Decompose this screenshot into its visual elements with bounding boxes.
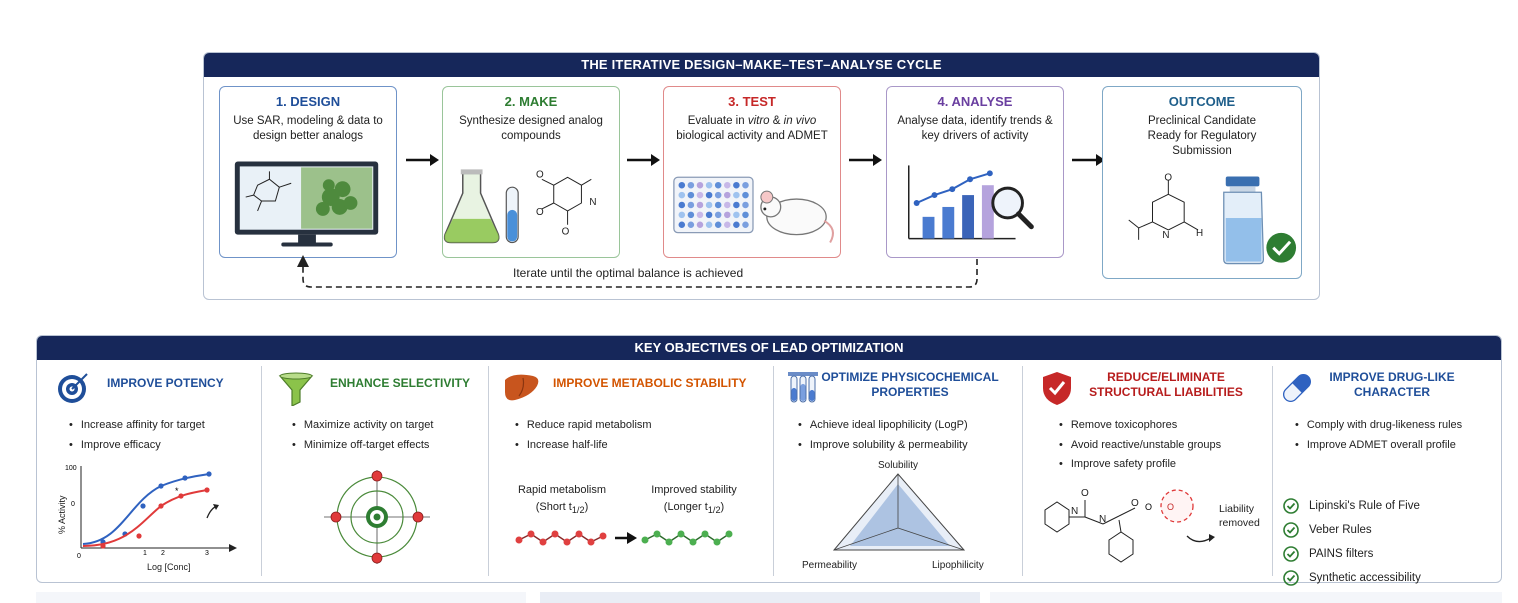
svg-text:O: O <box>1167 502 1175 512</box>
svg-text:O: O <box>1164 172 1173 184</box>
well <box>733 212 740 219</box>
monitor-icon <box>220 155 396 251</box>
svg-text:O: O <box>535 206 544 218</box>
list-item: • Remove toxicophores <box>1059 416 1221 436</box>
objective-potency-title: IMPROVE POTENCY <box>107 376 224 390</box>
objective-potency <box>37 366 262 576</box>
chart-y-label: % Activity <box>57 495 67 534</box>
list-item: • Increase affinity for target <box>69 416 205 436</box>
checklist-item: Synthetic accessibility <box>1283 566 1421 590</box>
chart-x-tick: 1 <box>143 550 147 557</box>
svg-text:N: N <box>589 196 597 208</box>
well <box>697 212 704 219</box>
well <box>742 202 749 209</box>
chart-marker: * <box>175 486 179 496</box>
well <box>724 192 731 199</box>
vial-check-icon <box>1103 172 1301 268</box>
chart-x-zero: 0 <box>77 553 81 560</box>
dmta-cycle-panel <box>203 52 1320 300</box>
objective-selectivity-bullets <box>292 416 433 455</box>
well <box>742 182 749 189</box>
well <box>706 192 713 199</box>
target-icon <box>57 370 91 404</box>
check-circle-icon <box>1283 570 1299 586</box>
stage-design-text: Use SAR, modeling & data to design better analogs <box>233 115 383 142</box>
objective-physicochemical-title: OPTIMIZE PHYSICOCHEMICAL PROPERTIES <box>821 370 999 399</box>
list-item: • Maximize activity on target <box>292 416 433 436</box>
well <box>733 192 740 199</box>
objective-druglike <box>1273 366 1501 584</box>
well <box>742 212 749 219</box>
stage-outcome-title: OUTCOME <box>1168 94 1236 109</box>
check-circle-icon <box>1283 522 1299 538</box>
list-item: • Improve ADMET overall profile <box>1295 436 1462 456</box>
objective-liabilities <box>1023 366 1273 576</box>
well <box>697 182 704 189</box>
analysis-chart-icon <box>887 155 1063 251</box>
check-circle-icon <box>1283 546 1299 562</box>
shield-icon <box>1041 370 1073 406</box>
flask-icon <box>443 155 619 251</box>
stage-make-title: 2. MAKE <box>504 94 558 109</box>
well <box>706 202 713 209</box>
well <box>706 182 713 189</box>
well <box>697 192 704 199</box>
well <box>688 202 695 209</box>
stage-analyse <box>886 86 1064 258</box>
well <box>724 182 731 189</box>
well <box>706 212 713 219</box>
improved-stability-label: Improved stability (Longer $t_{1/2}$) <box>639 482 749 519</box>
well <box>697 202 704 209</box>
well-plate-mouse-icon <box>664 155 840 251</box>
dose-response-chart <box>51 462 251 574</box>
stage-make-text: Synthesize designed analog compounds <box>459 115 603 142</box>
cycle-title: THE ITERATIVE DESIGN–MAKE–TEST–ANALYSE CYCLE <box>204 53 1319 77</box>
well <box>715 192 722 199</box>
test-tubes-icon <box>786 370 820 406</box>
objective-metabolic <box>489 366 774 576</box>
liver-icon <box>503 372 541 402</box>
objective-liabilities-bullets <box>1059 416 1221 475</box>
list-item: • Avoid reactive/unstable groups <box>1059 436 1221 456</box>
chart-x-label: Log [Conc] <box>147 562 191 572</box>
objective-liabilities-title: REDUCE/ELIMINATE STRUCTURAL LIABILITIES <box>1089 370 1243 399</box>
well <box>688 192 695 199</box>
svg-text:O: O <box>1131 498 1139 509</box>
radar-permeability-label: Permeability <box>802 560 858 571</box>
svg-text:O: O <box>561 226 570 238</box>
iterate-text: Iterate until the optimal balance is achieved <box>509 266 747 280</box>
objective-selectivity <box>262 366 489 576</box>
checklist-item: Veber Rules <box>1283 518 1421 542</box>
objective-potency-bullets <box>69 416 205 455</box>
objective-druglike-bullets <box>1295 416 1462 455</box>
property-radar-chart <box>794 458 1004 576</box>
arrow-right-icon <box>625 153 661 167</box>
longer-half-life-label: (Longer $t_{1/2}$) <box>663 501 725 516</box>
liability-label-2: removed <box>1219 517 1260 529</box>
partial-panel <box>990 592 1502 603</box>
stage-analyse-title: 4. ANALYSE <box>937 94 1013 109</box>
well <box>679 202 686 209</box>
objective-druglike-title: IMPROVE DRUG-LIKE CHARACTER <box>1329 370 1455 399</box>
svg-text:N: N <box>1162 229 1170 241</box>
stage-outcome-text: Preclinical Candidate Ready for Regulatory Submission <box>1147 115 1257 157</box>
stage-design <box>219 86 397 258</box>
short-half-life-label: (Short $t_{1/2}$) <box>535 501 589 516</box>
radar-lipophilicity-label: Lipophilicity <box>932 560 984 571</box>
list-item: • Increase half-life <box>515 436 652 456</box>
liability-molecule-icon <box>1037 480 1267 576</box>
objectives-panel <box>36 335 1502 583</box>
funnel-icon <box>278 370 314 406</box>
rapid-metabolism-label: Rapid metabolism (Short $t_{1/2}$) <box>507 482 617 519</box>
arrow-right-icon <box>1070 153 1106 167</box>
arrow-right-icon <box>404 153 440 167</box>
well <box>688 221 695 228</box>
well <box>733 182 740 189</box>
list-item: • Improve solubility & permeability <box>798 436 968 456</box>
checklist-item: Lipinski's Rule of Five <box>1283 494 1421 518</box>
capsule-icon <box>1277 370 1317 406</box>
chart-y-mid: 0 <box>71 501 75 508</box>
objective-selectivity-title: ENHANCE SELECTIVITY <box>330 376 471 390</box>
svg-text:O: O <box>1145 502 1153 512</box>
partial-panel <box>540 592 980 603</box>
well <box>688 182 695 189</box>
well <box>679 182 686 189</box>
objective-physicochemical <box>774 366 1023 576</box>
well <box>715 221 722 228</box>
well <box>742 192 749 199</box>
radar-solubility-label: Solubility <box>878 460 919 471</box>
well <box>715 182 722 189</box>
objective-metabolic-bullets <box>515 416 652 455</box>
list-item: • Minimize off-target effects <box>292 436 433 456</box>
stage-test-title: 3. TEST <box>728 94 776 109</box>
well <box>688 212 695 219</box>
objective-metabolic-title: IMPROVE METABOLIC STABILITY <box>553 376 747 390</box>
stage-test-text: Evaluate in vitro & in vivo biological activity and ADMET <box>676 115 828 142</box>
chart-x-tick: 2 <box>161 550 165 557</box>
well <box>679 212 686 219</box>
stage-test <box>663 86 841 258</box>
well <box>733 221 740 228</box>
well <box>742 221 749 228</box>
well <box>724 202 731 209</box>
objective-physicochemical-bullets <box>798 416 968 455</box>
chart-y-top: 100 <box>65 465 77 472</box>
stage-analyse-text: Analyse data, identify trends & key drivers of activity <box>897 115 1053 142</box>
svg-text:H: H <box>1196 227 1204 239</box>
svg-text:N: N <box>1099 514 1107 525</box>
svg-text:O: O <box>1081 488 1089 499</box>
well <box>724 212 731 219</box>
partial-panel <box>36 592 526 603</box>
stage-design-title: 1. DESIGN <box>275 94 341 109</box>
metabolism-chain-icon <box>513 524 753 554</box>
check-circle-icon <box>1283 498 1299 514</box>
list-item: • Improve safety profile <box>1059 455 1221 475</box>
well <box>715 202 722 209</box>
well <box>724 221 731 228</box>
liability-label-1: Liability <box>1219 503 1255 515</box>
well <box>715 212 722 219</box>
chart-x-tick: 3 <box>205 550 209 557</box>
list-item: • Improve efficacy <box>69 436 205 456</box>
list-item: • Comply with drug-likeness rules <box>1295 416 1462 436</box>
druglike-checklist <box>1283 494 1421 590</box>
well <box>706 221 713 228</box>
checklist-item: PAINS filters <box>1283 542 1421 566</box>
selectivity-target-icon <box>312 462 442 572</box>
svg-text:O: O <box>535 169 544 181</box>
stage-outcome <box>1102 86 1302 279</box>
stage-make <box>442 86 620 258</box>
list-item: • Achieve ideal lipophilicity (LogP) <box>798 416 968 436</box>
list-item: • Reduce rapid metabolism <box>515 416 652 436</box>
objectives-title: KEY OBJECTIVES OF LEAD OPTIMIZATION <box>37 336 1501 360</box>
well <box>733 202 740 209</box>
well <box>679 221 686 228</box>
well <box>697 221 704 228</box>
well <box>679 192 686 199</box>
svg-text:N: N <box>1071 506 1079 517</box>
arrow-right-icon <box>847 153 883 167</box>
